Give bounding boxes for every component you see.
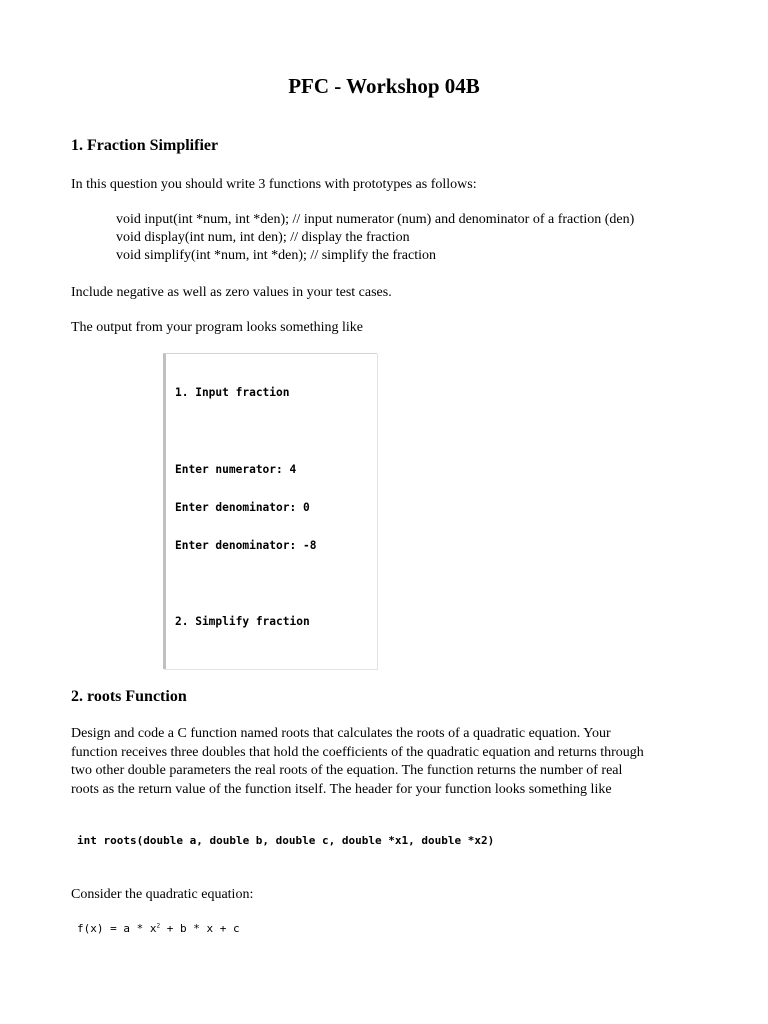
prototype-simplify: void simplify(int *num, int *den); // simplify the fraction: [116, 248, 437, 263]
prototype-display: void display(int num, int den); // display the fraction: [116, 230, 410, 245]
roots-description-line: two other double parameters the real roots of the equation. The function returns the number of real: [71, 763, 623, 778]
section1-heading: 1. Fraction Simplifier: [71, 137, 219, 154]
console-output-screenshot: [163, 353, 377, 669]
quadratic-equation: [77, 922, 240, 935]
prototype-input: void input(int *num, int *den); // input numerator (num) and denominator of a fraction (den): [116, 212, 635, 227]
roots-description-line: Design and code a C function named roots that calculates the roots of a quadratic equation. Your: [71, 726, 611, 741]
console-line: Enter denominator: 0: [175, 500, 310, 514]
section2-heading: 2. roots Function: [71, 688, 187, 705]
console-line: Enter denominator: -8: [175, 538, 317, 552]
page-title: PFC - Workshop 04B: [288, 74, 480, 98]
console-line: Enter numerator: 4: [175, 462, 297, 476]
roots-description-line: function receives three doubles that hold the coefficients of the quadratic equation and returns through: [71, 744, 644, 760]
equation-right: + b * x + c: [160, 922, 240, 935]
test-cases-note: Include negative as well as zero values in your test cases.: [71, 285, 392, 300]
quadratic-consider-text: Consider the quadratic equation:: [71, 887, 254, 902]
output-intro: The output from your program looks something like: [71, 320, 364, 335]
console-lines: [175, 362, 316, 669]
section1-intro: In this question you should write 3 functions with prototypes as follows:: [71, 177, 477, 192]
console-line: [175, 654, 316, 667]
console-line: [175, 578, 316, 591]
prototype-list: [116, 211, 634, 265]
console-line: 1. Input fraction: [175, 386, 290, 400]
console-line: [175, 426, 316, 439]
equation-exponent: 2: [156, 922, 161, 930]
roots-description-line: roots as the return value of the function itself. The header for your function looks something like: [71, 781, 612, 797]
roots-function-header: int roots(double a, double b, double c, double *x1, double *x2): [77, 834, 495, 847]
equation-left: f(x) = a * x: [77, 922, 157, 935]
console-line: 2. Simplify fraction: [175, 614, 310, 628]
